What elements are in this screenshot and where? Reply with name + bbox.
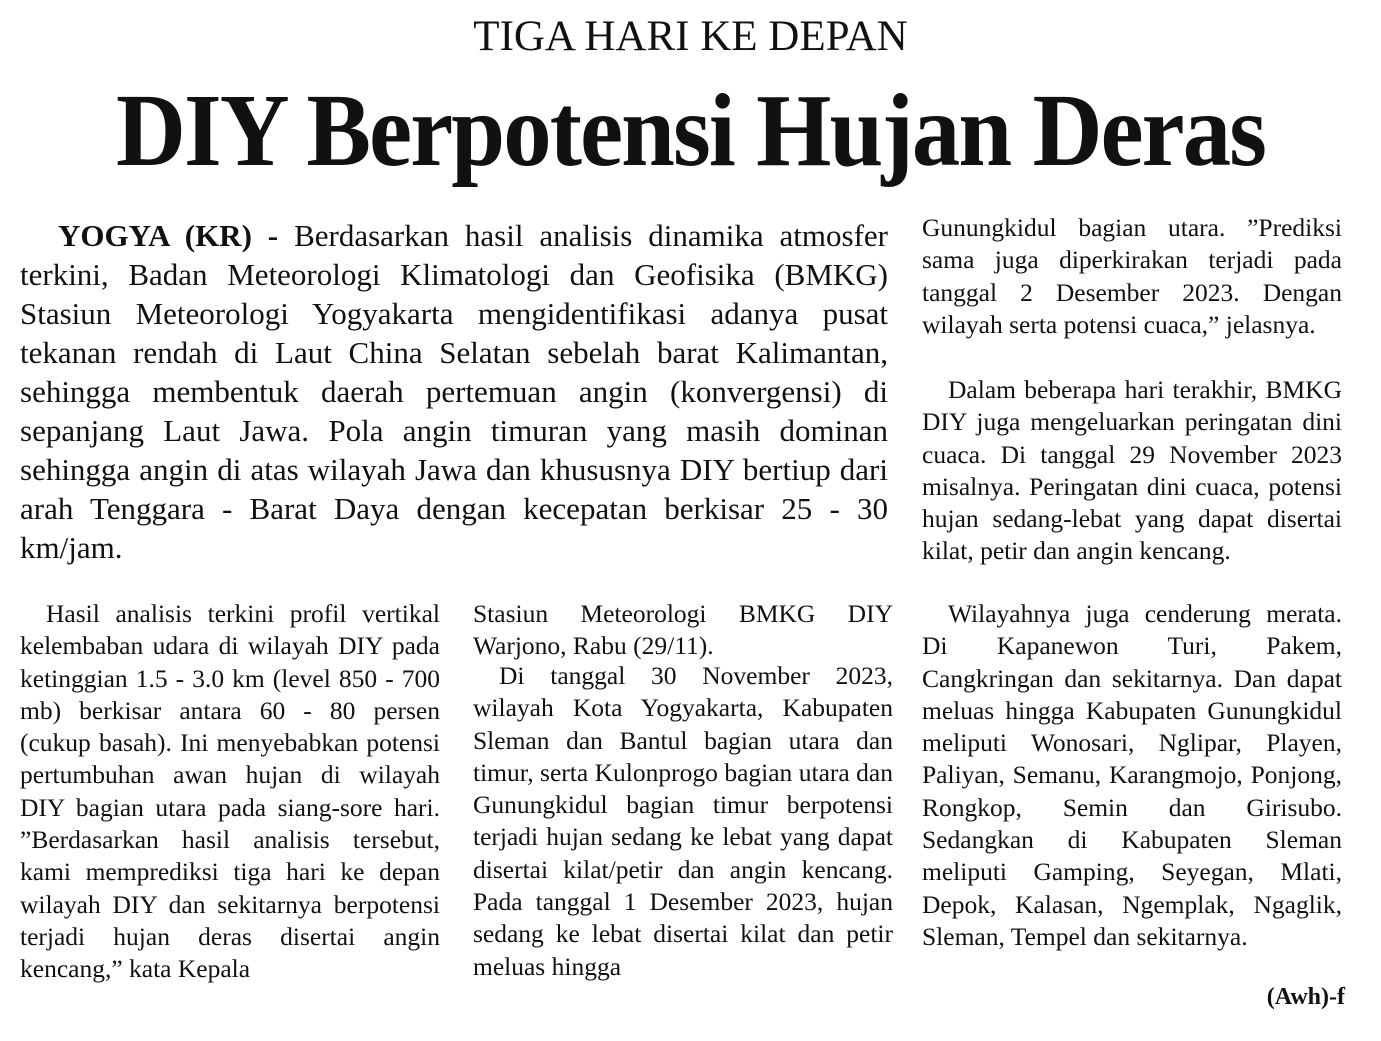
lead-text: Berdasarkan hasil analisis dinamika atmosfer terkini, Badan Meteorologi Klimatologi dan Geofisika (BMKG) Stasiun Meteorologi Yogyakarta mengidentifikasi adanya pusat tekanan rendah di Laut China Selatan sebelah barat Kalimantan, sehingga membentuk daerah pertemuan angin (konvergensi) di sepanjang Laut Jawa. Pola angin timuran yang masih dominan sehingga angin di atas wilayah Jawa dan khususnya DIY bertiup dari arah Tenggara - Barat Daya dengan kecepatan berkisar 25 - 30 km/jam.: [20, 218, 888, 565]
lead-paragraph: [20, 216, 888, 567]
dateline: YOGYA (KR) -: [58, 218, 279, 253]
article-headline: DIY Berpotensi Hujan Deras: [116, 73, 1265, 188]
column-3-paragraph-2: Dalam beberapa hari terakhir, BMKG DIY juga mengeluarkan peringatan dini cuaca. Di tanggal 29 November 2023 misalnya. Peringatan dini cuaca, potensi hujan sedang-lebat yang dapat disertai kilat, petir dan angin kencang.: [922, 375, 1342, 566]
article-kicker: TIGA HARI KE DEPAN: [473, 13, 908, 60]
column-3-paragraph-1: Gunungkidul bagian utara. ”Prediksi sama juga diperkirakan terjadi pada tanggal 2 Desember 2023. Dengan wilayah serta potensi cuaca,” jelasnya.: [922, 213, 1342, 339]
column-2-paragraph-2: Di tanggal 30 November 2023, wilayah Kota Yogyakarta, Kabupaten Sleman dan Bantul bagian utara dan timur, serta Kulonprogo bagian utara dan Gunungkidul bagian timur berpotensi terjadi hujan sedang ke lebat yang dapat disertai kilat/petir dan angin kencang. Pada tanggal 1 Desember 2023, hujan sedang ke lebat disertai kilat dan petir meluas hingga: [473, 661, 893, 981]
column-1-paragraph-1: Hasil analisis terkini profil vertikal kelembaban udara di wilayah DIY pada ketinggian 1.5 - 3.0 km (level 850 - 700 mb) berkisar antara 60 - 80 persen (cukup basah). Ini menyebabkan potensi pertumbuhan awan hujan di wilayah DIY bagian utara pada siang-sore hari. ”Berdasarkan hasil analisis tersebut, kami memprediksi tiga hari ke depan wilayah DIY dan sekitarnya berpotensi terjadi hujan deras disertai angin kencang,” kata Kepala: [20, 599, 440, 984]
column-2-paragraph-1: Stasiun Meteorologi BMKG DIY Warjono, Rabu (29/11).: [473, 599, 893, 661]
byline: (Awh)-f: [1266, 984, 1345, 1010]
column-3-paragraph-3: Wilayahnya juga cenderung merata. Di Kapanewon Turi, Pakem, Cangkringan dan sekitarnya. Dan dapat meluas hingga Kabupaten Gunungkidul meliputi Wonosari, Nglipar, Playen, Paliyan, Semanu, Karangmojo, Ponjong, Rongkop, Semin dan Girisubo. Sedangkan di Kabupaten Sleman meliputi Gamping, Seyegan, Mlati, Depok, Kalasan, Ngemplak, Ngaglik, Sleman, Tempel dan sekitarnya.: [922, 599, 1342, 951]
